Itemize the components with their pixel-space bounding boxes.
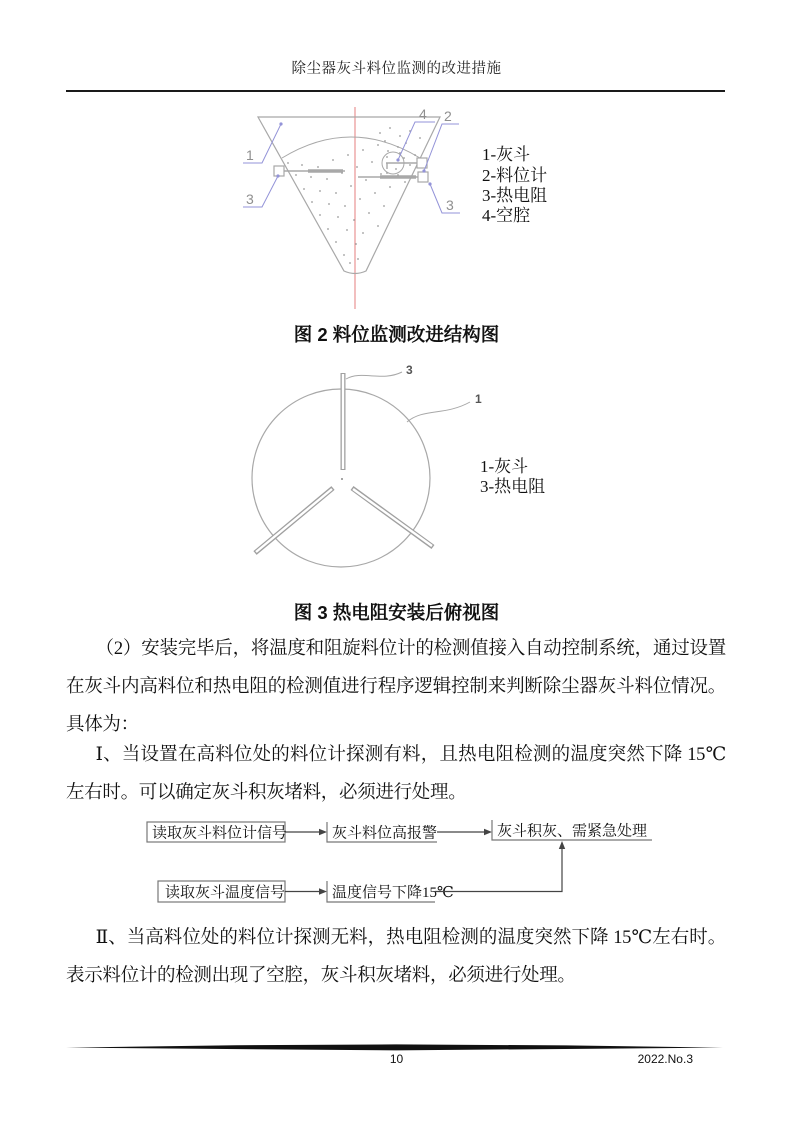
ash-surface-arc	[282, 137, 420, 158]
center-mark	[341, 478, 343, 480]
fig2-legend-item-1: 1-灰斗	[482, 145, 531, 164]
issue-number: 2022.No.3	[637, 1052, 693, 1066]
hopper-outline	[258, 117, 440, 274]
fig3-legend-item-2: 3-热电阻	[480, 477, 546, 496]
logic-flowchart	[130, 810, 675, 910]
paragraph-setup: （2）安装完毕后，将温度和阻旋料位计的检测值接入自动控制系统，通过设置在灰斗内高料位和热电阻的检测值进行程序逻辑控制来判断除尘器灰斗料位情况。具体为：	[66, 639, 726, 735]
flow-box-urgent-handling-label: 灰斗积灰、需紧急处理	[497, 823, 648, 840]
fig2-label-hopper: 1	[246, 147, 254, 163]
figure2-hopper-diagram	[230, 103, 560, 321]
fig3-legend-item-1: 1-灰斗	[480, 457, 529, 476]
fig2-label-resistor-left: 3	[246, 191, 254, 207]
footer-divider	[66, 1044, 723, 1052]
fig3-label-resistor: 3	[406, 363, 413, 377]
fig2-label-cavity: 4	[419, 106, 427, 122]
flow-arrowhead-2	[484, 829, 492, 835]
figure2-caption: 图 2 料位监测改进结构图	[293, 324, 500, 345]
flow-box-temp-drop-label: 温度信号下降15℃	[332, 885, 454, 901]
fig3-label-hopper: 1	[475, 392, 482, 406]
header-divider	[66, 90, 725, 92]
flow-box-read-temp-signal-label: 读取灰斗温度信号	[165, 885, 286, 901]
fig2-label-resistor-right: 3	[446, 197, 454, 213]
flow-connector-up	[435, 848, 562, 892]
flow-arrowhead-1	[319, 829, 327, 835]
thermal-resistor-left-box	[274, 166, 284, 176]
figure3-topview-diagram	[230, 360, 570, 598]
paragraph-case-1: Ⅰ、当设置在高料位处的料位计探测有料，且热电阻检测的温度突然下降 15℃左右时。可以确定灰斗积灰堵料，必须进行处理。	[66, 745, 726, 803]
page-title: 除尘器灰斗料位监测的改进措施	[291, 61, 502, 77]
thermocouple-rods	[255, 373, 433, 553]
thermal-resistor-right-box	[418, 172, 428, 182]
flow-arrowhead-3	[319, 888, 327, 894]
fig2-legend-item-3: 3-热电阻	[482, 186, 548, 205]
fig3-leader-hopper	[407, 402, 470, 422]
figure3-caption: 图 3 热电阻安装后俯视图	[293, 602, 500, 623]
paragraph-case-2: Ⅱ、当高料位处的料位计探测无料，热电阻检测的温度突然下降 15℃左右时。表示料位计的检测出现了空腔，灰斗积灰堵料，必须进行处理。	[66, 928, 726, 986]
fig2-legend-item-2: 2-料位计	[482, 166, 548, 185]
fig3-leader-resistor	[346, 372, 402, 379]
page-number: 10	[389, 1052, 404, 1066]
flow-arrowhead-up	[559, 841, 565, 849]
flow-box-high-level-alarm-label: 灰斗料位高报警	[332, 825, 438, 842]
fig2-label-gauge: 2	[444, 108, 452, 124]
fig2-legend-item-4: 4-空腔	[482, 206, 531, 225]
flow-box-read-level-signal-label: 读取灰斗料位计信号	[152, 825, 288, 842]
